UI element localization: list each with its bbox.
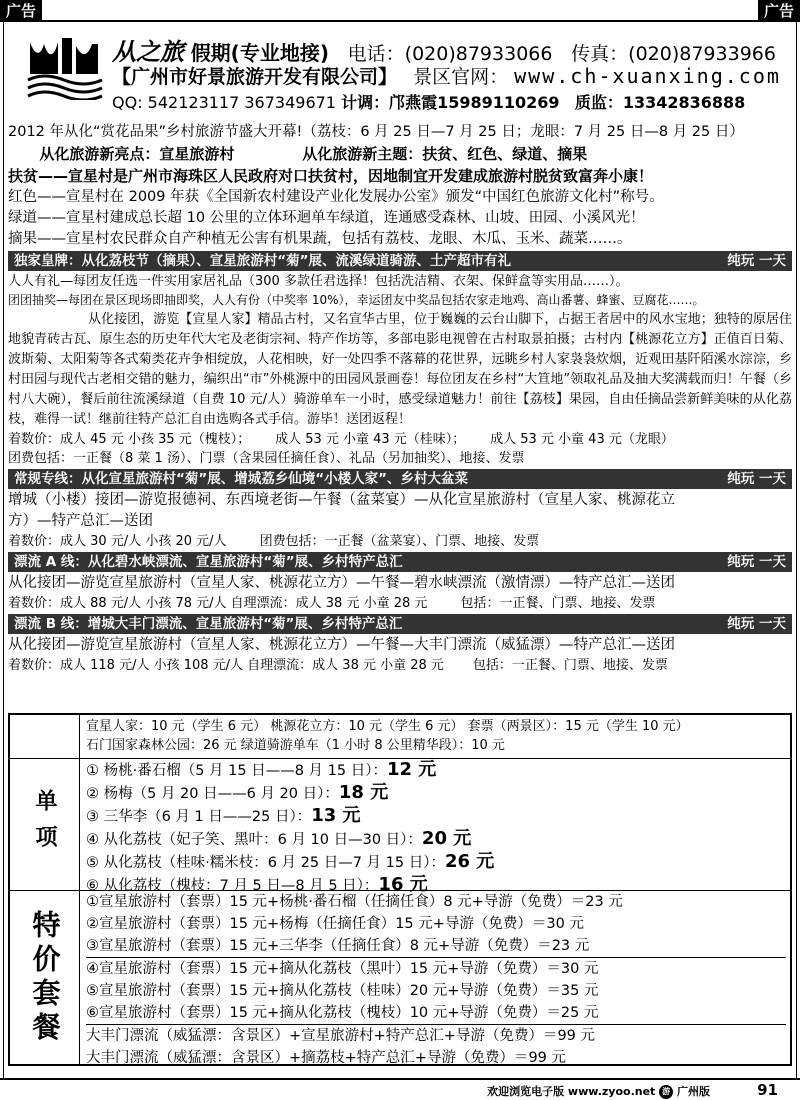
- quality-supervisor: 质监：13342836888: [574, 93, 746, 112]
- fax: 传真：(020)87933966: [571, 43, 776, 65]
- route3-bar: [8, 552, 792, 572]
- tickets-section: [10, 715, 790, 759]
- route4-tag: 纯玩 一天: [727, 616, 786, 632]
- route1-fees: 团费包括：一正餐（8 菜 1 汤）、门票（含果园任摘任食）、礼品（另加抽奖）、地接、发票: [8, 451, 525, 466]
- festival-line: 2012 年从化“赏花品果”乡村旅游节盛大开幕!（荔枝：6 月 25 日—7 月 25 日；龙眼：7 月 25 日—8 月 25 日）: [8, 124, 744, 140]
- highlight-line: [8, 143, 792, 165]
- wave-logo-icon: [26, 34, 104, 100]
- single-item-text: ⑤ 从化荔枝（桂味·糯米枝：6 月 25 日—7 月 15 日）：: [86, 855, 445, 871]
- special-section: [10, 891, 790, 1064]
- route1-price: [8, 430, 792, 449]
- package-item: ②宣星旅游村（套票）15 元+杨梅（任摘任食）15 元+导游（免费）＝30 元: [86, 916, 584, 932]
- single-label: 单项: [32, 788, 57, 861]
- special-label-cell: [10, 891, 80, 1064]
- price-table: [8, 713, 792, 1066]
- route2-title: 常规专线：从化宣星旅游村“菊”展、增城荔乡仙境“小楼人家”、乡村大盆菜: [14, 471, 468, 487]
- route3-price: 着数价：成人 88 元/人 小孩 78 元/人 自理漂流：成人 38 元 小童 28 元: [8, 596, 428, 611]
- brand-name: 从之旅: [112, 37, 184, 66]
- single-item: [86, 782, 786, 805]
- footer: [0, 1078, 800, 1100]
- theme-poverty: 扶贫——宣星村是广州市海珠区人民政府对口扶贫村，因地制宜开发建成旅游村脱贫致富奔小康！: [8, 167, 654, 185]
- route1-price-guiwei: 成人 53 元 小童 43 元（桂味）；: [275, 432, 466, 447]
- new-highlight: 从化旅游新亮点：宣星旅游村: [39, 145, 235, 163]
- pack-group-b: [86, 957, 786, 1024]
- route1-gift: 人人有礼—每团友任选一件实用家居礼品（300 多款任君选择！包括洗洁精、衣架、保鲜盒等实用品……）。: [8, 274, 629, 289]
- header: [26, 30, 786, 114]
- route3-price-row: [8, 594, 792, 613]
- single-item-text: ⑥ 从化荔枝（槐枝：7 月 5 日—8 月 5 日）：: [86, 878, 379, 894]
- company-name: 【广州市好景旅游开发有限公司】: [112, 66, 398, 88]
- site-url[interactable]: www.ch-xuanxing.com: [514, 64, 781, 88]
- tickets-content: [86, 717, 786, 755]
- route3-title: 漂流 A 线：从化碧水峡漂流、宣星旅游村“菊”展、乡村特产总汇: [14, 554, 403, 570]
- tickets-line-2: 石门国家森林公园：26 元 绿道骑游单车（1 小时 8 公里精华段）：10 元: [86, 738, 505, 753]
- single-item-price: 12 元: [386, 759, 437, 780]
- tickets-line-1: 宣星人家：10 元（学生 6 元） 桃源花立方：10 元（学生 6 元） 套票（两景区）：15 元（学生 10 元）: [86, 719, 689, 734]
- planner: 计调：邝燕霞15989110269: [341, 93, 560, 112]
- footer-edition: 广州版: [677, 1085, 710, 1098]
- route4-fees: 包括：一正餐、门票、地接、发票: [472, 658, 668, 673]
- single-item: [86, 851, 786, 874]
- single-item-text: ① 杨桃·番石榴（5 月 15 日——8 月 15 日）：: [86, 763, 387, 779]
- route1-price-huaizhi: 成人 45 元 小孩 35 元（槐枝）；: [60, 432, 251, 447]
- qq-numbers: QQ: 542123117 367349671: [112, 93, 336, 112]
- theme-red: 红色——宣星村在 2009 年获《全国新农村建设产业化发展办公室》颁发“中国红色旅游文化村”称号。: [8, 189, 664, 205]
- single-item-text: ④ 从化荔枝（妃子笑、黑叶：6 月 10 日—30 日）：: [86, 832, 422, 848]
- route1-price-longan: 成人 53 元 小童 43 元（龙眼）: [490, 432, 674, 447]
- main-body: [8, 122, 792, 675]
- package-item: ④宣星旅游村（套票）15 元+摘从化荔枝（黑叶）15 元+导游（免费）＝30 元: [86, 961, 599, 977]
- contact-row: [112, 90, 745, 113]
- pack-group-c: [86, 1024, 786, 1069]
- route2-fees: 团费包括：一正餐（盆菜宴）、门票、地接、发票: [259, 534, 540, 549]
- package-item: 大丰门漂流（威猛漂：含景区）+摘荔枝+特产总汇+导游（免费）＝99 元: [86, 1050, 567, 1066]
- single-item: [86, 759, 786, 782]
- phone: 电话：(020)87933066: [347, 43, 553, 65]
- package-item: ⑤宣星旅游村（套票）15 元+摘从化荔枝（桂味）20 元+导游（免费）＝35 元: [86, 983, 599, 999]
- package-item: ①宣星旅游村（套票）15 元+杨桃·番石榴（任摘任食）8 元+导游（免费）＝23 元: [86, 894, 623, 910]
- special-list: [86, 891, 786, 1069]
- page-number: 91: [757, 1081, 778, 1099]
- route3-desc: 从化接团—游览宣星旅游村（宣星人家、桃源花立方）—午餐—碧水峡漂流（激情漂）—特产总汇—送团: [8, 575, 675, 591]
- route4-price-row: [8, 656, 792, 675]
- route3-tag: 纯玩 一天: [727, 554, 786, 570]
- package-item: ⑥宣星旅游村（套票）15 元+摘从化荔枝（槐枝）10 元+导游（免费）＝25 元: [86, 1005, 599, 1021]
- single-item-text: ③ 三华李（6 月 1 日——25 日）：: [86, 809, 312, 825]
- theme-fruit: 摘果——宣星村农民群众自产种植无公害有机果蔬，包括有荔枝、龙眼、木瓜、玉米、蔬菜……。: [8, 231, 632, 247]
- company-row: [112, 62, 781, 89]
- route2-desc-1: 增城（小楼）接团—游览报德祠、东西境老街—午餐（盆菜宴）—从化宣星旅游村（宣星人家、桃源花立: [8, 492, 675, 508]
- special-label: 特价套餐: [28, 909, 62, 1046]
- footer-site[interactable]: 欢迎浏览电子版 www.zyoo.net: [487, 1085, 656, 1098]
- route2-price-row: [8, 532, 792, 551]
- site-label: 景区官网：: [413, 66, 509, 88]
- route4-desc: 从化接团—游览宣星旅游村（宣星人家、桃源花立方）—午餐—大丰门漂流（威猛漂）—特产总汇—送团: [8, 637, 675, 653]
- route2-tag: 纯玩 一天: [727, 471, 786, 487]
- package-item: ③宣星旅游村（套票）15 元+三华李（任摘任食）8 元+导游（免费）＝23 元: [86, 938, 590, 954]
- route1-price-label: 着数价：: [8, 432, 61, 447]
- route2-price: 着数价：成人 30 元/人 小孩 20 元/人: [8, 534, 227, 549]
- single-item-price: 16 元: [378, 874, 428, 895]
- single-list: [86, 759, 786, 897]
- single-section: [10, 759, 790, 895]
- single-item-price: 18 元: [338, 782, 389, 803]
- badge-icon: 游: [659, 1085, 673, 1099]
- single-item-price: 13 元: [311, 805, 361, 826]
- single-item-price: 20 元: [421, 828, 472, 849]
- theme-green: 绿道——宣星村建成总长超 10 公里的立体环迴单车绿道，连通感受森林、山坡、田园、小溪风光！: [8, 210, 645, 226]
- new-theme: 从化旅游新主题：扶贫、红色、绿道、摘果: [302, 145, 588, 163]
- route1-bar: [8, 251, 792, 271]
- package-item: 大丰门漂流（威猛漂：含景区）+宣星旅游村+特产总汇+导游（免费）＝99 元: [86, 1028, 596, 1044]
- route4-title: 漂流 B 线：增城大丰门漂流、宣星旅游村“菊”展、乡村特产总汇: [14, 616, 403, 632]
- ad-label-left: 广告: [0, 0, 42, 22]
- route2-desc-2: 方）—特产总汇—送团: [8, 513, 153, 529]
- ad-label-right: 广告: [758, 0, 800, 22]
- route1-tag: 纯玩 一天: [727, 253, 786, 269]
- single-label-cell: [10, 759, 80, 890]
- single-item-text: ② 杨梅（5 月 20 日——6 月 20 日）：: [86, 786, 339, 802]
- tickets-label: [10, 715, 80, 758]
- route1-desc-text: 从化接团，游览【宣星人家】精品古村，又名宣华古里，位于巍巍的云台山脚下，占据王者居中的风水宝地；独特的原居住地貌青砖古瓦、原生态的历史年代大宅及老街宗祠、特产作坊等，多部电影电视曾在古村取景拍摄；古村内【桃源花立方】正值百日菊、波斯菊、太阳菊等各式菊类花卉争相绽放，人花相映，好一处四季不落幕的花世界，远眺乡村人家袅袅炊烟，近观田基阡陌溪水淙淙，乡村田园与现代古老相交错的魅力，编织出“市”外桃源中的田园风景画卷！每位团友在乡村“大笪地”领取礼品及抽大奖满载而归！午餐（乡村八大碗），餐后前往流溪绿道（自费 10 元/人）骑游单车一小时，感受绿道魅力！前往【荔枝】果园，自由任摘品尝新鲜美味的从化荔枝，难得一试！继前往特产总汇自由选购各式手信。游毕！送团返程！: [8, 312, 792, 427]
- single-item: [86, 828, 786, 851]
- single-item-price: 26 元: [444, 851, 495, 872]
- route1-draw: 团团抽奖—每团在景区现场即抽即奖，人人有份（中奖率 10%），幸运团友中奖品包括农家走地鸡、高山番薯、蜂蜜、豆腐花……。: [8, 293, 705, 307]
- route4-price: 着数价：成人 118 元/人 小孩 108 元/人 自理漂流：成人 38 元 小童 28 元: [8, 658, 444, 673]
- route2-bar: [8, 469, 792, 489]
- brand-subtitle: 假期(专业地接): [190, 41, 329, 65]
- route1-description: [8, 310, 792, 430]
- route4-bar: [8, 614, 792, 634]
- route1-title: 独家皇牌：从化荔枝节（摘果）、宣星旅游村“菊”展、流溪绿道骑游、土产超市有礼: [14, 253, 511, 269]
- single-item: [86, 805, 786, 828]
- footer-text: [487, 1083, 710, 1099]
- route3-fees: 包括：一正餐、门票、地接、发票: [460, 596, 656, 611]
- pack-group-a: [86, 891, 786, 957]
